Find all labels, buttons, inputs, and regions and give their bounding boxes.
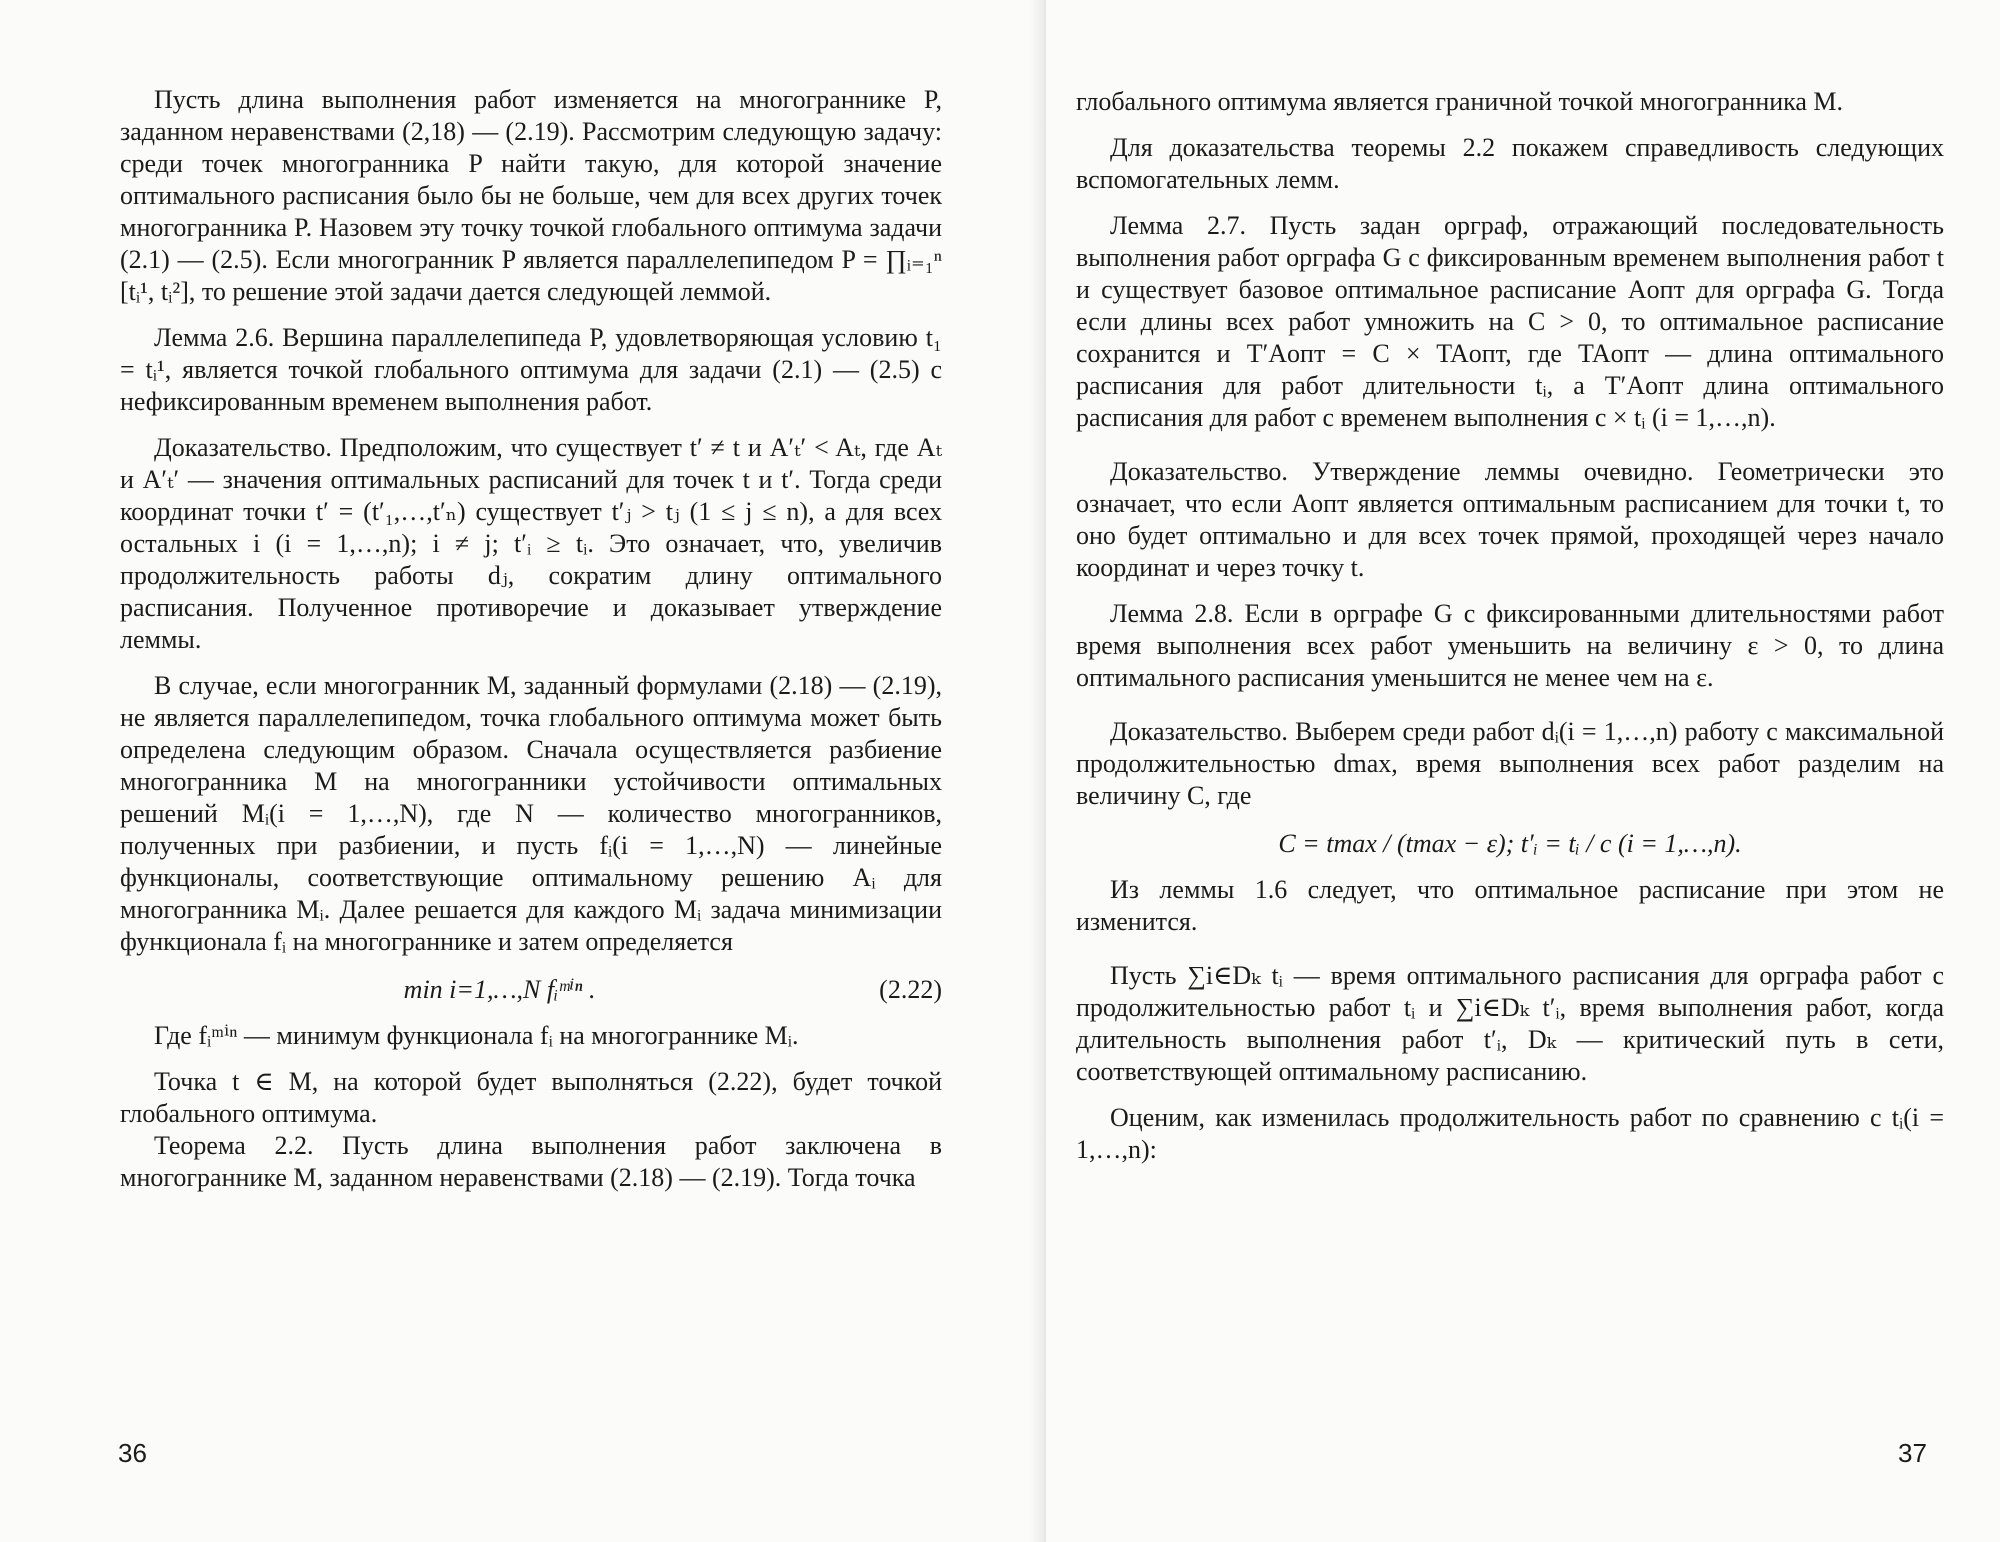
right-text-column [1076, 86, 1944, 1166]
paragraph: Точка t ∈ M, на которой будет выполняться (2.22), будет точкой глобального оптимума. [120, 1067, 942, 1128]
paragraph: Лемма 2.8. Если в орграфе G с фиксированными длительностями работ время выполнения всех работ уменьшить на величину ε > 0, то длина оптимального расписания уменьшится не менее чем на ε. [1076, 599, 1944, 692]
right-page [1046, 0, 2000, 1542]
paragraph: Доказательство. Утверждение леммы очевидно. Геометрически это означает, что если Aопт является оптимальным расписанием для точки t, то оно будет оптимально и для всех точек прямой, проходящей через начало координат и через точку t. [1076, 457, 1944, 582]
paragraph: Пусть длина выполнения работ изменяется на многограннике P, заданном неравенствами (2,18) — (2.19). Рассмотрим следующую задачу: среди точек многогранника P найти такую, для которой значение оптимального расписания было бы не больше, чем для всех других точек многогранника P. Назовем эту точку точкой глобального оптимума задачи (2.1) — (2.5). Если многогранник P является параллелепипедом P = ∏ᵢ₌₁ⁿ [tᵢ¹, tᵢ²], то решение этой задачи дается следующей леммой. [120, 85, 942, 306]
equation-number: (2.22) [879, 975, 942, 1004]
equation-2-22 [120, 974, 942, 1006]
equation-expression: min i=1,…,N fᵢᵐⁱⁿ . [403, 975, 596, 1004]
page-number: 36 [118, 1438, 147, 1468]
paragraph: Доказательство. Предположим, что существует t′ ≠ t и A′ₜ′ < Aₜ, где Aₜ и A′ₜ′ — значения оптимальных расписаний для точек t и t′. Тогда среди координат точки t′ = (t′₁,…,t′ₙ) существует t′ⱼ > tⱼ (1 ≤ j ≤ n), а для всех остальных i (i = 1,…,n); i ≠ j; t′ᵢ ≥ tᵢ. Это означает, что, увеличив продолжительность работы dⱼ, сократим длину оптимального расписания. Полученное противоречие и доказывает утверждение леммы. [120, 433, 942, 654]
paragraph: Лемма 2.7. Пусть задан орграф, отражающий последовательность выполнения работ орграфа G с фиксированным временем выполнения работ t и существует базовое оптимальное расписание Aопт для орграфа G. Тогда если длины всех работ умножить на C > 0, то оптимальное расписание сохранится и T′Aопт = C × TAопт, где TAопт — длина оптимального расписания для работ длительности tᵢ, а T′Aопт длина оптимального расписания для работ с временем выполнения c × tᵢ (i = 1,…,n). [1076, 211, 1944, 432]
paragraph: Теорема 2.2. Пусть длина выполнения работ заключена в многограннике M, заданном неравенствами (2.18) — (2.19). Тогда точка [120, 1131, 942, 1192]
paragraph: Доказательство. Выберем среди работ dᵢ(i = 1,…,n) работу с максимальной продолжительностью dmax, время выполнения всех работ разделим на величину C, где [1076, 717, 1944, 810]
page-number: 37 [1898, 1438, 1927, 1468]
paragraph: Пусть ∑i∈Dₖ tᵢ — время оптимального расписания для орграфа работ с продолжительностью работ tᵢ и ∑i∈Dₖ t′ᵢ, время выполнения работ, когда длительность выполнения работ t′ᵢ, Dₖ — критический путь в сети, соответствующей оптимальному расписанию. [1076, 961, 1944, 1086]
left-text-column [120, 84, 942, 1194]
equation-c [1076, 828, 1944, 860]
paragraph: Для доказательства теоремы 2.2 покажем справедливость следующих вспомогательных лемм. [1076, 133, 1944, 194]
equation-expression: C = tmax / (tmax − ε); t′ᵢ = tᵢ / c (i = 1,…,n). [1278, 829, 1742, 858]
paragraph: Оценим, как изменилась продолжительность работ по сравнению с tᵢ(i = 1,…,n): [1076, 1103, 1944, 1164]
paragraph: Из леммы 1.6 следует, что оптимальное расписание при этом не изменится. [1076, 875, 1944, 936]
paragraph: Где fᵢᵐⁱⁿ — минимум функционала fᵢ на многограннике Mᵢ. [154, 1021, 799, 1050]
paragraph: Лемма 2.6. Вершина параллелепипеда P, удовлетворяющая условию t₁ = tᵢ¹, является точкой глобального оптимума для задачи (2.1) — (2.5) с нефиксированным временем выполнения работ. [120, 323, 942, 416]
paragraph: глобального оптимума является граничной точкой многогранника M. [1076, 87, 1844, 116]
paragraph: В случае, если многогранник M, заданный формулами (2.18) — (2.19), не является параллелепипедом, точка глобального оптимума может быть определена следующим образом. Сначала осуществляется разбиение многогранника M на многогранники устойчивости оптимальных решений Mᵢ(i = 1,…,N), где N — количество многогранников, полученных при разбиении, и пусть fᵢ(i = 1,…,N) — линейные функционалы, соответствующие оптимальному решению Aᵢ для многогранника Mᵢ. Далее решается для каждого Mᵢ задача минимизации функционала fᵢ на многограннике и затем определяется [120, 671, 942, 956]
